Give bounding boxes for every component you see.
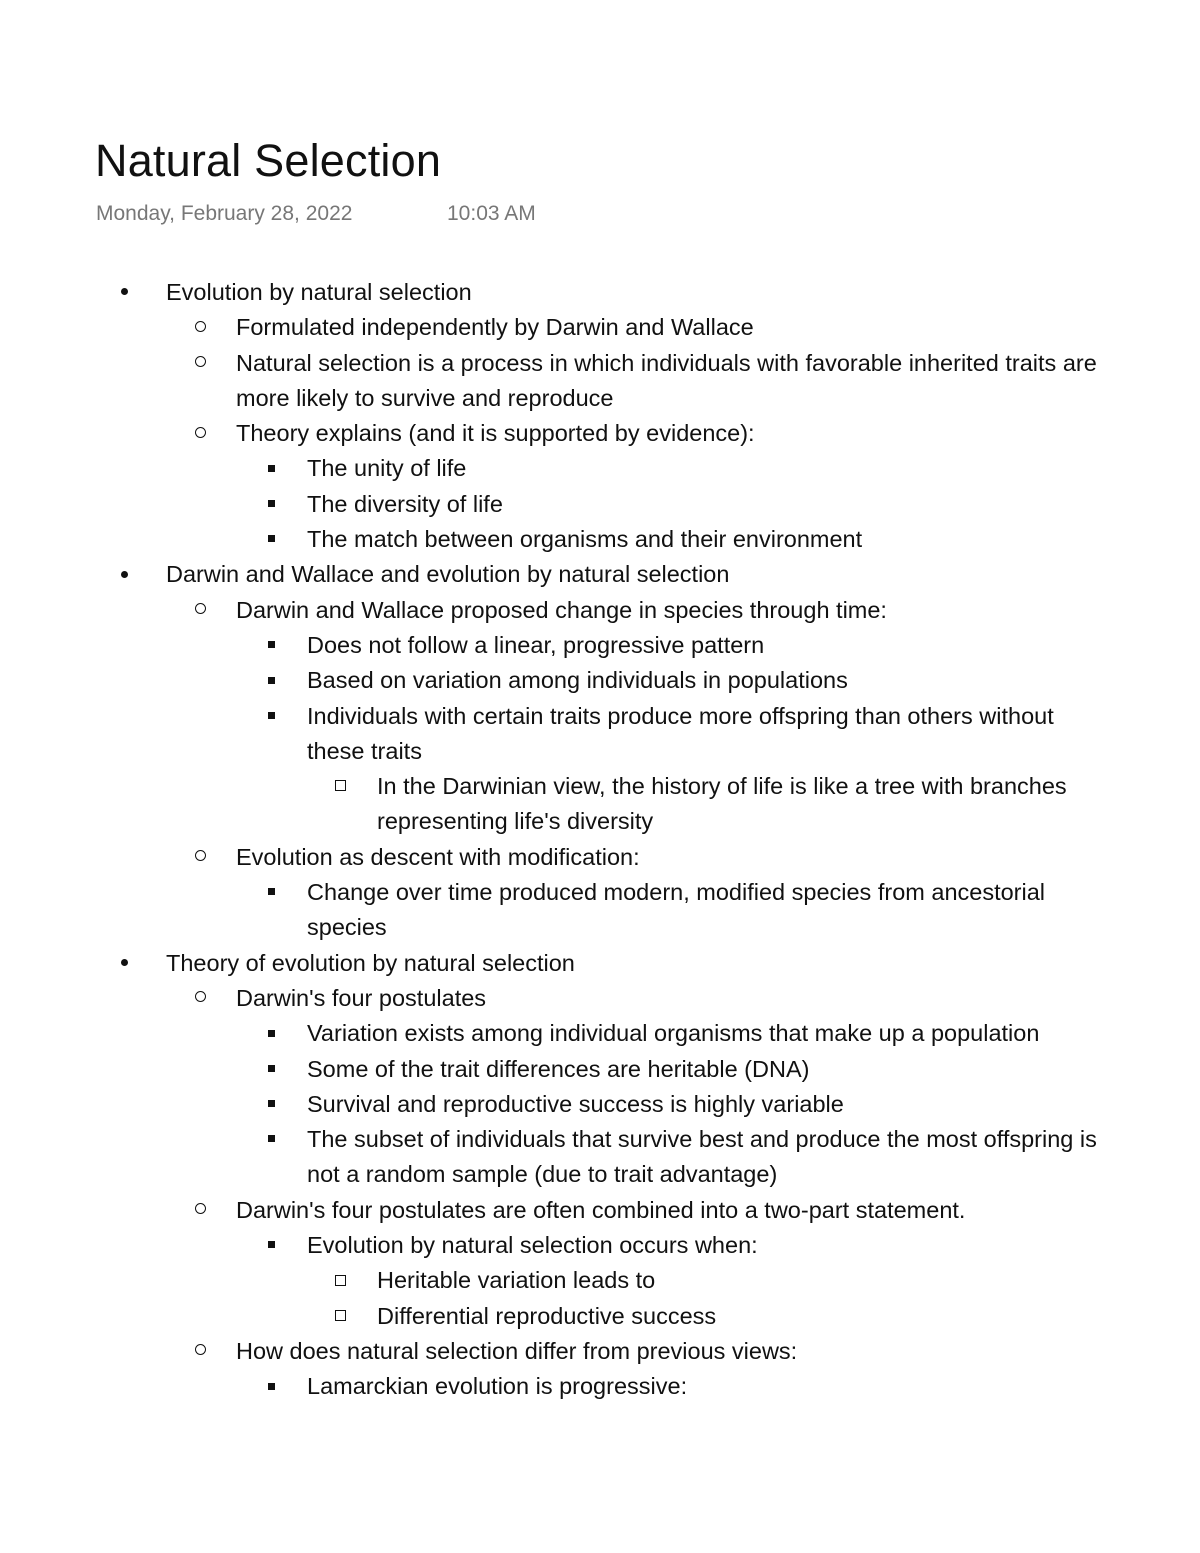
outline-item-text: Darwin's four postulates are often combined into a two-part statement. bbox=[236, 1196, 966, 1223]
outline-item-level-3 bbox=[0, 699, 1200, 770]
outline-item-text: Formulated independently by Darwin and Wallace bbox=[236, 314, 754, 341]
hollow-square-bullet-glyph bbox=[335, 1275, 346, 1286]
hollow-circle-bullet-glyph bbox=[195, 603, 206, 614]
hollow-square-bullet-glyph bbox=[335, 780, 346, 791]
outline-item-text: Theory of evolution by natural selection bbox=[166, 949, 575, 976]
outline-item-text: Evolution by natural selection occurs when: bbox=[307, 1232, 758, 1259]
filled-square-bullet bbox=[261, 699, 281, 734]
outline-item-level-2 bbox=[0, 346, 1200, 417]
filled-circle-bullet bbox=[114, 557, 134, 592]
filled-square-bullet-glyph bbox=[268, 712, 275, 719]
outline-item-text: Does not follow a linear, progressive pattern bbox=[307, 631, 765, 658]
outline-item-level-3 bbox=[0, 487, 1200, 522]
filled-square-bullet bbox=[261, 451, 281, 486]
page-title: Natural Selection bbox=[95, 135, 442, 186]
outline-item-text: Change over time produced modern, modified species from ancestorial species bbox=[307, 879, 1046, 941]
hollow-circle-bullet bbox=[190, 1334, 210, 1369]
hollow-circle-bullet bbox=[190, 981, 210, 1016]
filled-square-bullet bbox=[261, 1052, 281, 1087]
filled-square-bullet-glyph bbox=[268, 677, 275, 684]
hollow-circle-bullet bbox=[190, 840, 210, 875]
filled-square-bullet bbox=[261, 875, 281, 910]
outline-item-text: Differential reproductive success bbox=[377, 1302, 717, 1329]
outline-item-level-2 bbox=[0, 416, 1200, 451]
filled-square-bullet bbox=[261, 1087, 281, 1122]
filled-square-bullet bbox=[261, 663, 281, 698]
outline-item-level-3 bbox=[0, 451, 1200, 486]
filled-square-bullet-glyph bbox=[268, 500, 275, 507]
hollow-circle-bullet-glyph bbox=[195, 321, 206, 332]
hollow-square-bullet bbox=[330, 1299, 350, 1334]
outline-item-level-4 bbox=[0, 1263, 1200, 1298]
outline-item-level-2 bbox=[0, 981, 1200, 1016]
outline-item-level-2 bbox=[0, 593, 1200, 628]
outline-item-level-2 bbox=[0, 310, 1200, 345]
outline-item-level-3 bbox=[0, 1052, 1200, 1087]
outline-item-level-3 bbox=[0, 1087, 1200, 1122]
outline-item-text: Natural selection is a process in which individuals with favorable inherited traits are more likely to survive and reproduce bbox=[236, 349, 1097, 411]
filled-square-bullet-glyph bbox=[268, 641, 275, 648]
outline-item-level-3 bbox=[0, 663, 1200, 698]
outline-item-text: The subset of individuals that survive best and produce the most offspring is not a random sample (due to trait advantage) bbox=[307, 1126, 1097, 1188]
filled-square-bullet bbox=[261, 487, 281, 522]
outline-item-level-1 bbox=[0, 557, 1200, 592]
outline-item-level-1 bbox=[0, 946, 1200, 981]
hollow-circle-bullet bbox=[190, 346, 210, 381]
outline-item-level-3 bbox=[0, 1369, 1200, 1404]
filled-square-bullet bbox=[261, 522, 281, 557]
filled-square-bullet-glyph bbox=[268, 888, 275, 895]
bullet-outline bbox=[0, 275, 1200, 1405]
outline-item-text: The unity of life bbox=[307, 455, 467, 482]
filled-square-bullet bbox=[261, 1122, 281, 1157]
hollow-circle-bullet-glyph bbox=[195, 1203, 206, 1214]
filled-circle-bullet bbox=[114, 275, 134, 310]
outline-item-text: The match between organisms and their environment bbox=[307, 526, 863, 553]
outline-item-level-3 bbox=[0, 1228, 1200, 1263]
outline-item-text: Darwin and Wallace proposed change in species through time: bbox=[236, 596, 887, 623]
outline-item-level-3 bbox=[0, 875, 1200, 946]
outline-item-text: Lamarckian evolution is progressive: bbox=[307, 1373, 688, 1400]
filled-square-bullet-glyph bbox=[268, 1383, 275, 1390]
outline-item-text: Evolution by natural selection bbox=[166, 279, 472, 305]
outline-item-level-2 bbox=[0, 840, 1200, 875]
filled-square-bullet bbox=[261, 1228, 281, 1263]
hollow-circle-bullet-glyph bbox=[195, 427, 206, 438]
filled-square-bullet bbox=[261, 1016, 281, 1051]
outline-item-level-2 bbox=[0, 1193, 1200, 1228]
page-time: 10:03 AM bbox=[447, 202, 536, 225]
outline-item-text: Heritable variation leads to bbox=[377, 1267, 656, 1294]
filled-square-bullet-glyph bbox=[268, 535, 275, 542]
filled-circle-bullet-glyph bbox=[121, 288, 128, 295]
filled-square-bullet-glyph bbox=[268, 1100, 275, 1107]
hollow-circle-bullet-glyph bbox=[195, 1344, 206, 1355]
outline-item-text: Some of the trait differences are heritable (DNA) bbox=[307, 1055, 810, 1082]
hollow-circle-bullet bbox=[190, 1193, 210, 1228]
outline-item-text: The diversity of life bbox=[307, 490, 503, 517]
hollow-square-bullet bbox=[330, 1263, 350, 1298]
outline-item-text: Survival and reproductive success is highly variable bbox=[307, 1090, 844, 1117]
outline-item-text: Darwin's four postulates bbox=[236, 984, 487, 1011]
filled-square-bullet-glyph bbox=[268, 465, 275, 472]
outline-item-level-4 bbox=[0, 769, 1200, 840]
outline-item-text: How does natural selection differ from previous views: bbox=[236, 1337, 798, 1364]
outline-item-level-3 bbox=[0, 628, 1200, 663]
filled-circle-bullet bbox=[114, 946, 134, 981]
filled-circle-bullet-glyph bbox=[121, 571, 128, 578]
filled-square-bullet bbox=[261, 1369, 281, 1404]
outline-item-level-3 bbox=[0, 1016, 1200, 1051]
outline-item-text: Variation exists among individual organisms that make up a population bbox=[307, 1020, 1040, 1047]
hollow-square-bullet-glyph bbox=[335, 1310, 346, 1321]
outline-item-text: Darwin and Wallace and evolution by natural selection bbox=[166, 561, 730, 588]
outline-item-level-2 bbox=[0, 1334, 1200, 1369]
filled-circle-bullet-glyph bbox=[121, 959, 128, 966]
filled-square-bullet bbox=[261, 628, 281, 663]
outline-item-text: Based on variation among individuals in populations bbox=[307, 667, 848, 694]
page-date: Monday, February 28, 2022 bbox=[96, 202, 353, 225]
filled-square-bullet-glyph bbox=[268, 1135, 275, 1142]
hollow-circle-bullet bbox=[190, 310, 210, 345]
hollow-square-bullet bbox=[330, 769, 350, 804]
outline-item-text: Evolution as descent with modification: bbox=[236, 843, 640, 870]
outline-item-level-4 bbox=[0, 1299, 1200, 1334]
filled-square-bullet-glyph bbox=[268, 1241, 275, 1248]
hollow-circle-bullet-glyph bbox=[195, 850, 206, 861]
filled-square-bullet-glyph bbox=[268, 1065, 275, 1072]
outline-item-text: Theory explains (and it is supported by evidence): bbox=[236, 420, 755, 447]
outline-item-level-1 bbox=[0, 275, 1200, 310]
outline-item-level-3 bbox=[0, 522, 1200, 557]
outline-item-text: In the Darwinian view, the history of life is like a tree with branches representing life's diversity bbox=[377, 773, 1067, 835]
outline-item-level-3 bbox=[0, 1122, 1200, 1193]
filled-square-bullet-glyph bbox=[268, 1030, 275, 1037]
hollow-circle-bullet-glyph bbox=[195, 991, 206, 1002]
hollow-circle-bullet-glyph bbox=[195, 356, 206, 367]
outline-item-text: Individuals with certain traits produce more offspring than others without these traits bbox=[307, 702, 1054, 764]
hollow-circle-bullet bbox=[190, 593, 210, 628]
page-meta bbox=[96, 199, 536, 229]
hollow-circle-bullet bbox=[190, 416, 210, 451]
